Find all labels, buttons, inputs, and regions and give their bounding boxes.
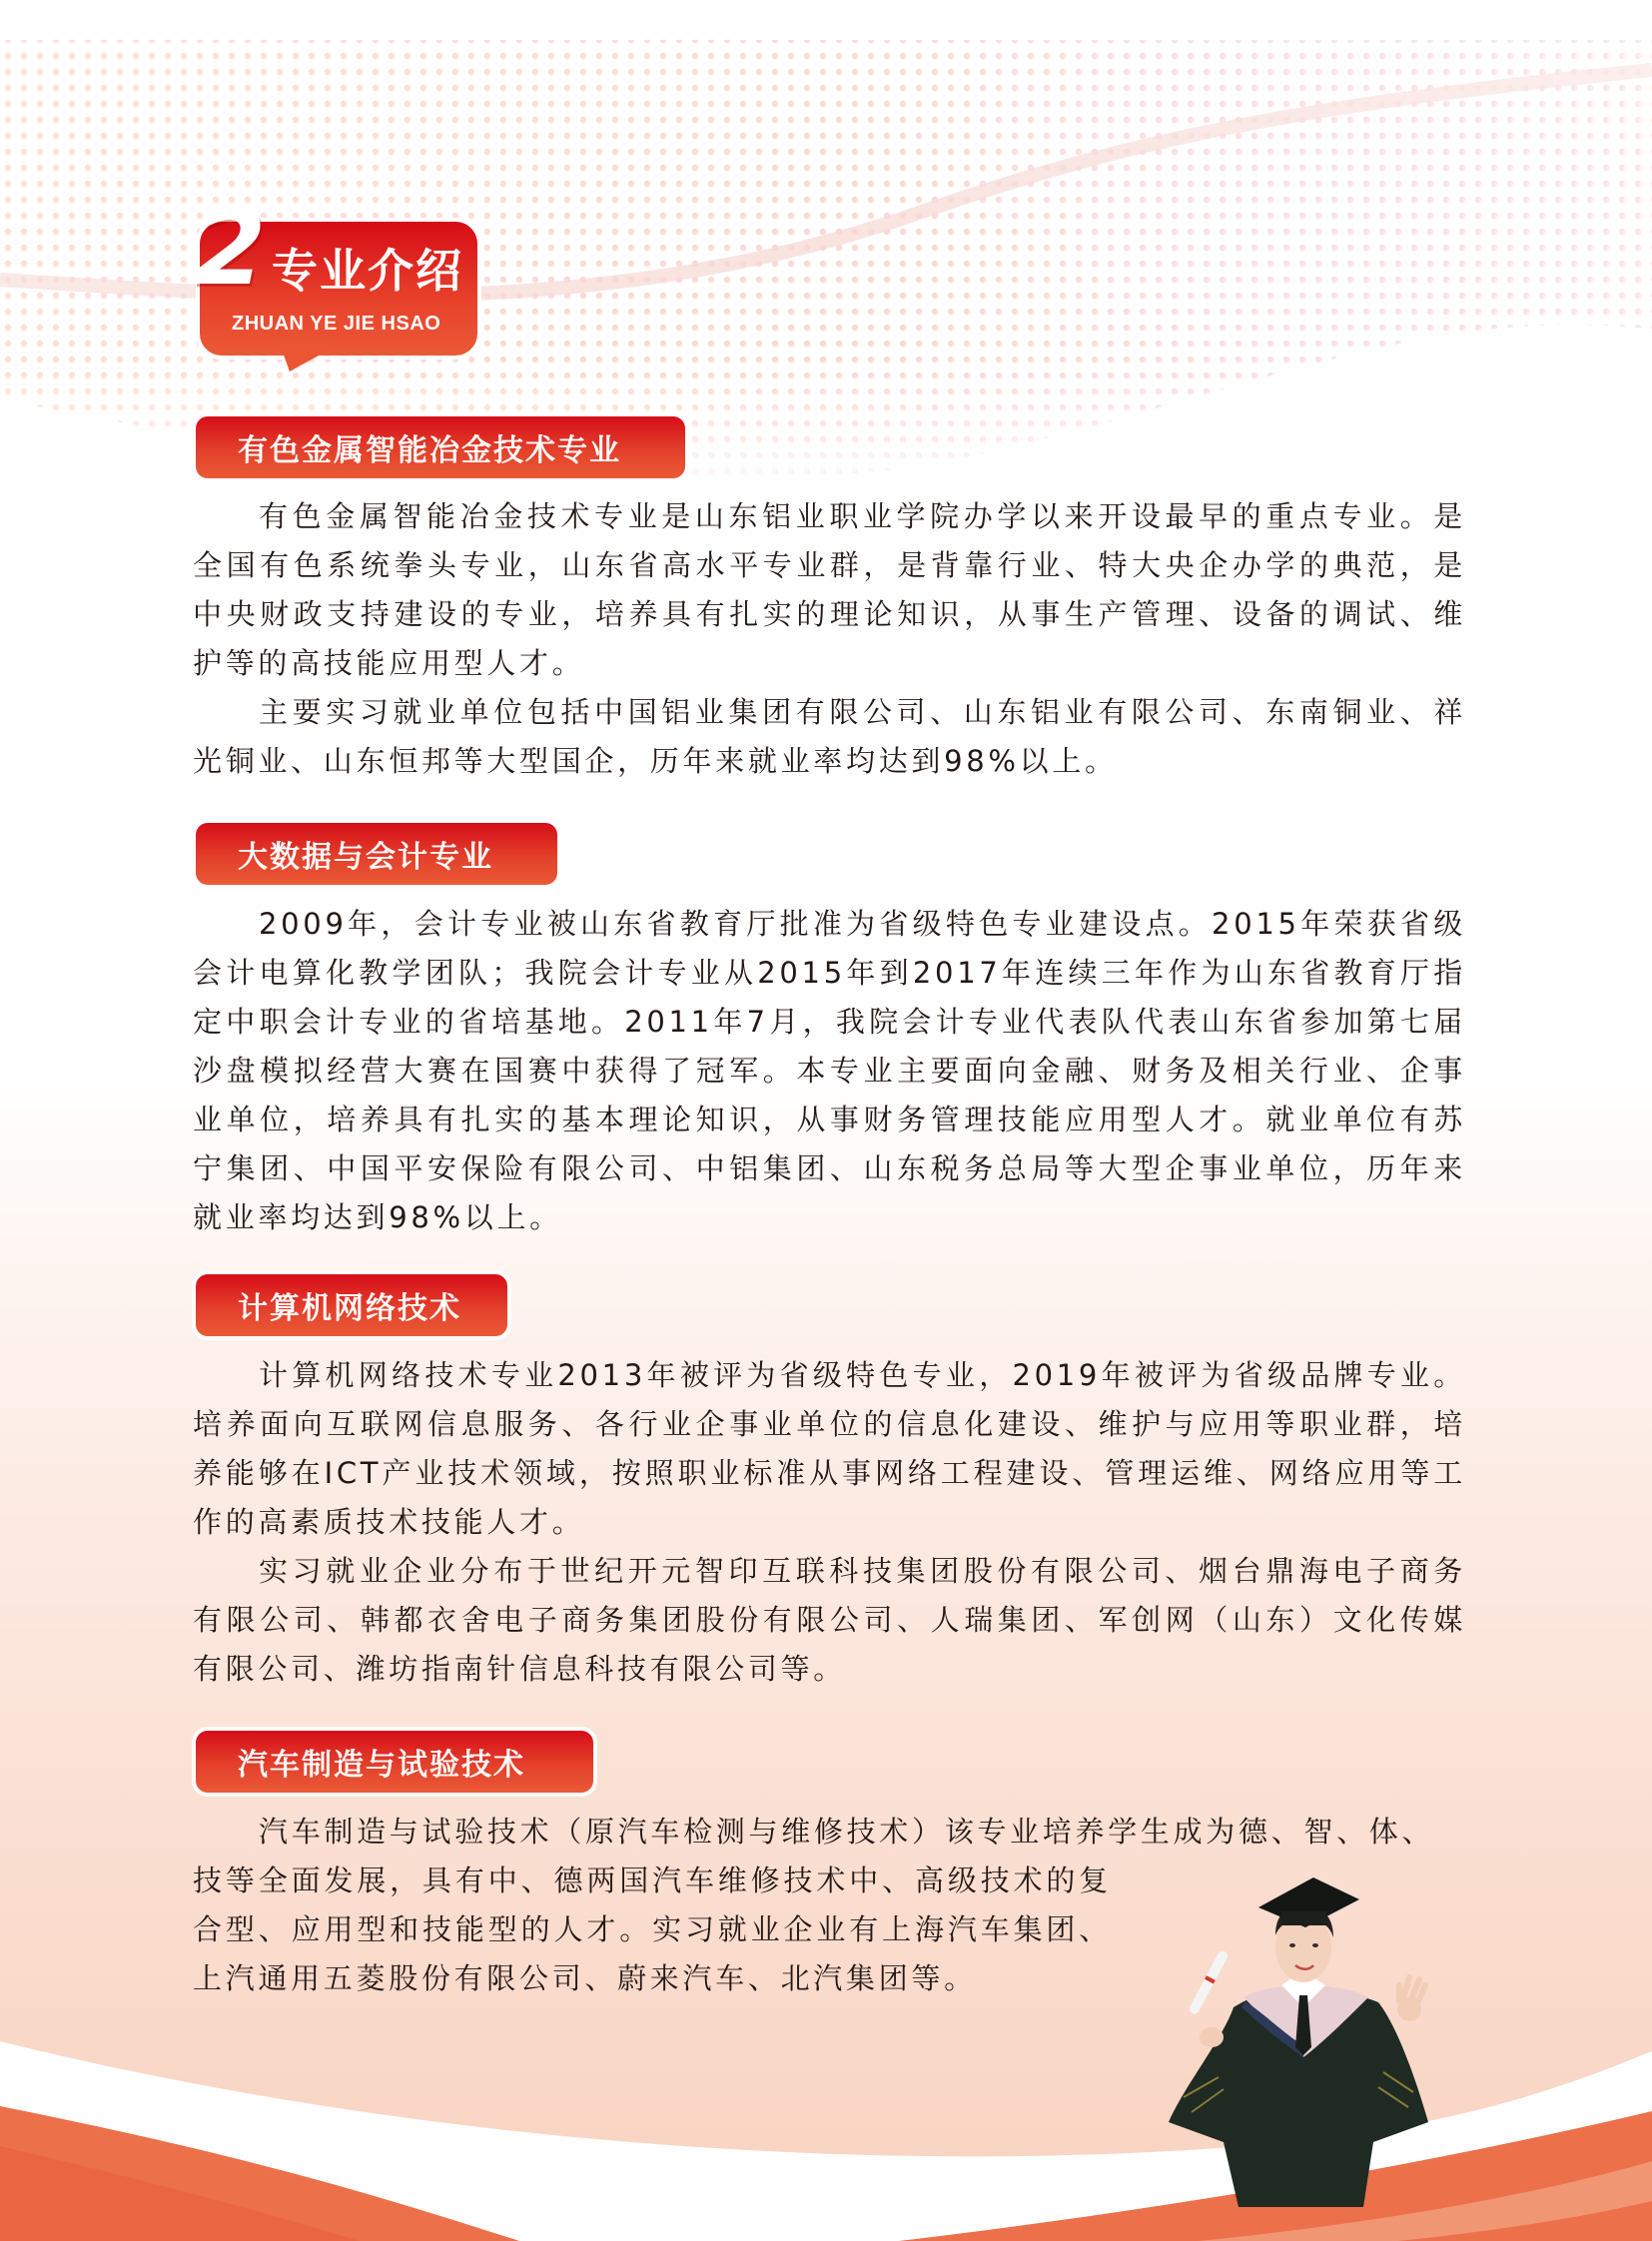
section-paragraph: 计算机网络技术专业2013年被评为省级特色专业，2019年被评为省级品牌专业。培养面向互联网信息服务、各行业企事业单位的信息化建设、维护与应用等职业群，培养能够在ICT产业技术领域，按照职业标准从事网络工程建设、管理运维、网络应用等工作的高素质技术技能人才。 [193, 1358, 1466, 1539]
section-paragraph: 技等全面发展，具有中、德两国汽车维修技术中、高级技术的复合型、应用型和技能型的人才。实习就业企业有上海汽车集团、上汽通用五菱股份有限公司、蔚来汽车、北汽集团等。 [193, 1864, 1112, 1995]
section-header-label: 大数据与会计专业 [238, 840, 493, 875]
section-header-label: 计算机网络技术 [238, 1291, 461, 1326]
section-header-automotive [196, 1731, 593, 1793]
section-paragraph: 有色金属智能冶金技术专业是山东铝业职业学院办学以来开设最早的重点专业。是全国有色系统拳头专业，山东省高水平专业群，是背靠行业、特大央企办学的典范，是中央财政支持建设的专业，培养具有扎实的理论知识，从事生产管理、设备的调试、维护等的高技能应用型人才。 [193, 499, 1466, 680]
section-paragraph: 主要实习就业单位包括中国铝业集团有限公司、山东铝业有限公司、东南铜业、祥光铜业、山东恒邦等大型国企，历年来就业率均达到98%以上。 [193, 695, 1466, 778]
section-title-badge [194, 187, 477, 368]
page-title: 专业介绍 [272, 244, 463, 298]
section-paragraph: 2009年，会计专业被山东省教育厅批准为省级特色专业建设点。2015年荣获省级会计电算化教学团队；我院会计专业从2015年到2017年连续三年作为山东省教育厅指定中职会计专业的省培基地。2011年7月，我院会计专业代表队代表山东省参加第七届沙盘模拟经营大赛在国赛中获得了冠军。本专业主要面向金融、财务及相关行业、企事业单位，培养具有扎实的基本理论知识，从事财务管理技能应用型人才。就业单位有苏宁集团、中国平安保险有限公司、中铝集团、山东税务总局等大型企事业单位，历年来就业率均达到98%以上。 [193, 907, 1466, 1234]
section-header-computer-network [196, 1274, 507, 1336]
section-header-big-data-accounting [196, 823, 557, 885]
graduate-student-photo [1164, 1877, 1438, 2207]
section-header-label: 有色金属智能冶金技术专业 [238, 433, 621, 468]
section-header-label: 汽车制造与试验技术 [238, 1748, 525, 1783]
speech-bubble-tail [282, 350, 330, 372]
page-subtitle-pinyin: ZHUAN YE JIE HSAO [232, 313, 441, 335]
section-header-metallurgy [196, 416, 685, 478]
section-paragraph: 汽车制造与试验技术（原汽车检测与维修技术）该专业培养学生成为德、智、体、 [259, 1815, 1435, 1849]
section-number: 2 [194, 187, 267, 309]
section-paragraph: 实习就业企业分布于世纪开元智印互联科技集团股份有限公司、烟台鼎海电子商务有限公司、韩都衣舍电子商务集团股份有限公司、人瑞集团、军创网（山东）文化传媒有限公司、潍坊指南针信息科技有限公司等。 [193, 1554, 1466, 1686]
